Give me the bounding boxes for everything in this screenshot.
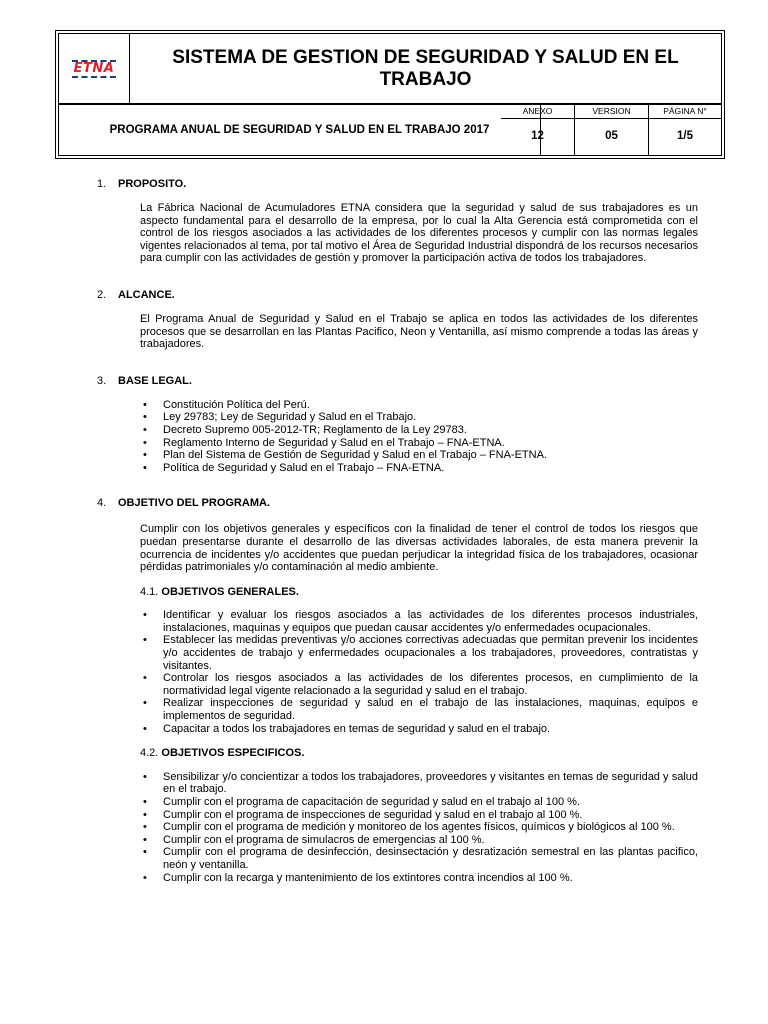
etna-logo: ETNA <box>73 60 115 76</box>
list-item: • Cumplir con el programa de capacitación de seguridad y salud en el trabajo al 100 %. <box>163 796 698 809</box>
section-title: ALCANCE. <box>118 288 175 301</box>
subsection-title: OBJETIVOS GENERALES. <box>161 585 299 598</box>
program-title: PROGRAMA ANUAL DE SEGURIDAD Y SALUD EN EL TRABAJO 2017 <box>59 105 541 155</box>
logo-cell <box>59 34 130 103</box>
meta-label: VERSION <box>575 105 648 119</box>
list-item: • Identificar y evaluar los riesgos asociados a las actividades de los diferentes procesos industriales, instalaciones, maquinas y equipos que puedan causar accidentes y/o enfermedades ocupacionales. <box>163 609 698 634</box>
list-item: • Decreto Supremo 005-2012-TR; Reglamento de la Ley 29783. <box>163 424 698 437</box>
document-title: SISTEMA DE GESTION DE SEGURIDAD Y SALUD EN EL TRABAJO <box>172 46 679 90</box>
list-item: • Establecer las medidas preventivas y/o acciones correctivas adecuadas que permitan prevenir los incidentes y/o accidentes de trabajo y enfermedades ocupacionales a los trabajadores, proveedores, contratistas y visitantes. <box>163 634 698 672</box>
list-item: • Capacitar a todos los trabajadores en temas de seguridad y salud en el trabajo. <box>163 723 698 736</box>
subsection-heading-especificos <box>140 747 698 760</box>
section-paragraph: El Programa Anual de Seguridad y Salud en el Trabajo se aplica en todos las actividades de los diferentes procesos que se desarrollan en las Plantas Pacifico, Neon y Ventanilla, así mismo comprende a todas las áreas y trabajadores. <box>140 312 698 351</box>
legal-base-list <box>118 399 698 475</box>
meta-value: 12 <box>531 130 544 142</box>
list-item: • Sensibilizar y/o concientizar a todos los trabajadores, proveedores y visitantes en temas de seguridad y salud en el trabajo. <box>163 771 698 796</box>
header-top-row <box>59 34 721 105</box>
list-item: • Cumplir con el programa de desinfección, desinsectación y desratización semestral en las plantas pacifico, neón y ventanilla. <box>163 846 698 871</box>
list-item: • Ley 29783; Ley de Seguridad y Salud en el Trabajo. <box>163 411 698 424</box>
section-number: 2. <box>97 288 107 301</box>
list-item: • Cumplir con el programa de inspecciones de seguridad y salud en el trabajo al 100 %. <box>163 809 698 822</box>
list-item: • Controlar los riesgos asociados a las actividades de los diferentes procesos, en cumplimiento de la normatividad legal vigente relacionado a la seguridad y salud en el trabajo. <box>163 672 698 697</box>
section-heading-base-legal <box>97 374 698 388</box>
list-item: • Política de Seguridad y Salud en el Trabajo – FNA-ETNA. <box>163 462 698 475</box>
subsection-title: OBJETIVOS ESPECIFICOS. <box>161 747 305 760</box>
section-number: 3. <box>97 374 107 387</box>
subsection-heading-generales <box>140 586 698 599</box>
meta-value: 05 <box>605 130 618 142</box>
document-header <box>58 33 722 156</box>
list-item: • Cumplir con el programa de medición y monitoreo de los agentes físicos, químicos y biológicos al 100 %. <box>163 821 698 834</box>
meta-label: ANEXO <box>501 105 574 119</box>
section-heading-proposito <box>97 178 698 191</box>
header-bottom-row <box>59 105 721 155</box>
list-item: • Cumplir con la recarga y mantenimiento de los extintores contra incendios al 100 %. <box>163 872 698 885</box>
section-title: OBJETIVO DEL PROGRAMA. <box>118 497 270 510</box>
meta-pagina <box>649 105 721 155</box>
list-item: • Plan del Sistema de Gestión de Seguridad y Salud en el Trabajo – FNA-ETNA. <box>163 449 698 462</box>
list-item: • Cumplir con el programa de simulacros de emergencias al 100 %. <box>163 834 698 847</box>
list-item: • Constitución Política del Perú. <box>163 399 698 412</box>
list-item: • Realizar inspecciones de seguridad y salud en el trabajo de las instalaciones, maquinas, equipos e implementos de seguridad. <box>163 697 698 722</box>
section-heading-objetivo <box>97 497 698 510</box>
specific-objectives-list <box>118 771 698 884</box>
subsection-number: 4.1. <box>140 585 159 598</box>
section-number: 4. <box>97 497 107 510</box>
meta-anexo <box>501 105 575 155</box>
section-paragraph: Cumplir con los objetivos generales y específicos con la finalidad de tener el control de todos los riesgos que puedan presentarse durante el desarrollo de las diversas actividades laborales, de esta manera prevenir la ocurrencia de incidentes y/o accidentes que puedan perjudicar la integridad física de los trabajadores, ocasionar pérdidas patrimoniales y/o contaminación al medio ambiente. <box>140 523 698 574</box>
document-body <box>97 178 698 884</box>
meta-label: PÁGINA N° <box>649 105 721 119</box>
section-number: 1. <box>97 178 107 190</box>
meta-version <box>575 105 649 155</box>
list-item: • Reglamento Interno de Seguridad y Salud en el Trabajo – FNA-ETNA. <box>163 437 698 450</box>
section-heading-alcance <box>97 288 698 302</box>
section-paragraph: La Fábrica Nacional de Acumuladores ETNA considera que la seguridad y salud de sus trabajadores es un aspecto fundamental para el desarrollo de la empresa, por lo cual la Alta Gerencia está comprometida con el control de los riesgos asociados a las actividades de los diferentes procesos y cumplir con las normas legales vigentes relacionados al tema, por tal motivo el Área de Seguridad Industrial dispondrá de los recursos necesarios para cumplir con las actividades de gestión y promover la participación activa de todos los trabajadores. <box>140 202 698 265</box>
general-objectives-list <box>118 609 698 735</box>
meta-value: 1/5 <box>677 130 693 142</box>
section-title: PROPOSITO. <box>118 178 187 190</box>
subsection-number: 4.2. <box>140 747 159 760</box>
section-title: BASE LEGAL. <box>118 374 192 387</box>
